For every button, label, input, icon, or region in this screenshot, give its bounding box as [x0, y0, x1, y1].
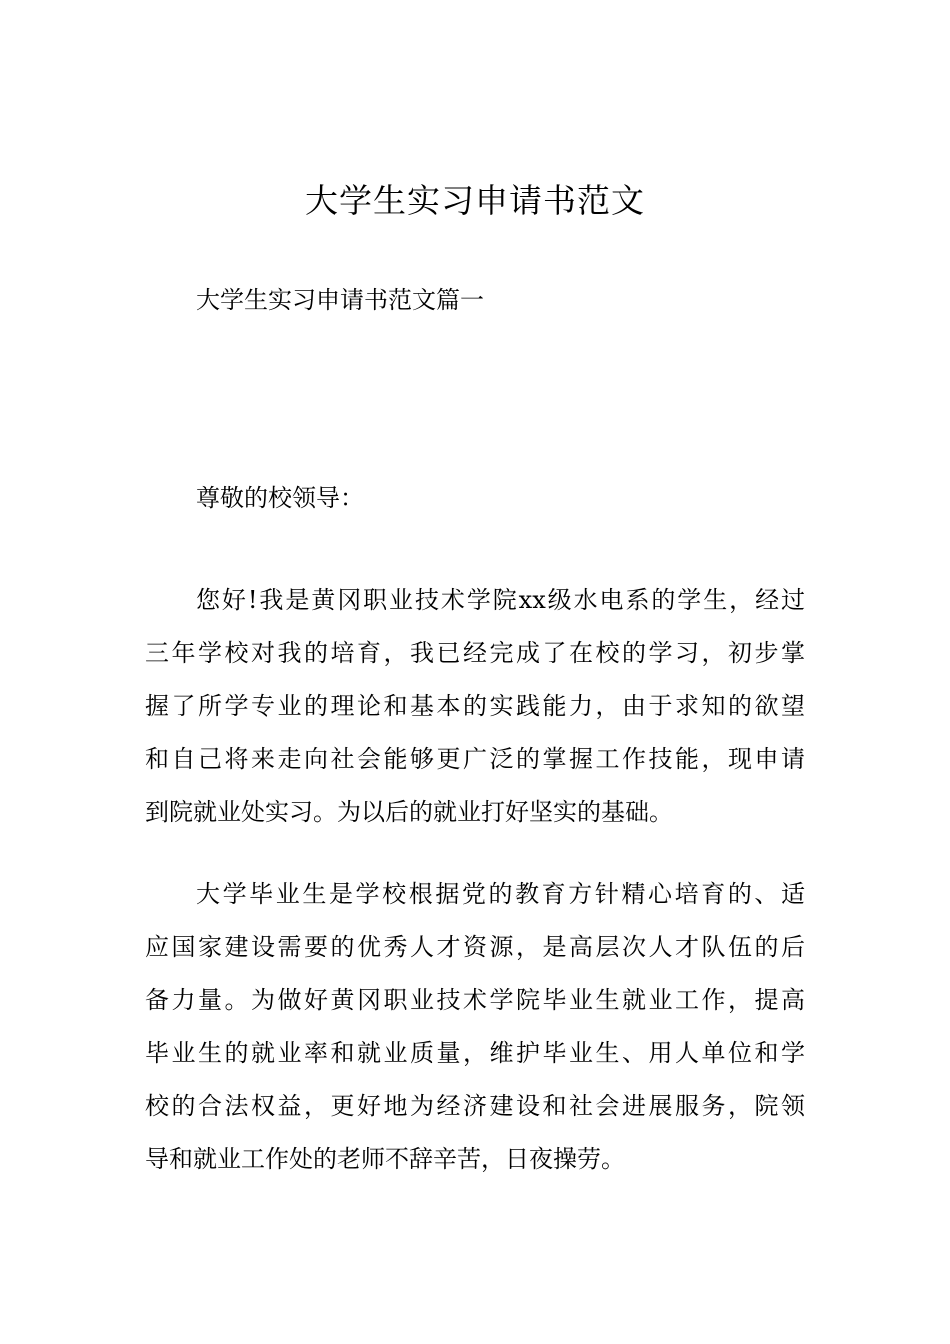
paragraph-line: 毕业生的就业率和就业质量，维护毕业生、用人单位和学 — [145, 1039, 805, 1067]
paragraph-line: 导和就业工作处的老师不辞辛苦，日夜操劳。 — [145, 1145, 625, 1173]
paragraph-line: 您好!我是黄冈职业技术学院xx级水电系的学生，经过 — [196, 586, 805, 614]
paragraph-introduction — [145, 574, 805, 839]
paragraph-graduates — [145, 868, 805, 1186]
paragraph-line: 大学毕业生是学校根据党的教育方针精心培育的、适 — [196, 880, 805, 908]
paragraph-line: 到院就业处实习。为以后的就业打好坚实的基础。 — [145, 798, 673, 826]
paragraph-line: 校的合法权益，更好地为经济建设和社会进展服务，院领 — [145, 1092, 805, 1120]
paragraph-line: 应国家建设需要的优秀人才资源，是高层次人才队伍的后 — [145, 933, 805, 961]
document-title: 大学生实习申请书范文 — [305, 181, 645, 220]
paragraph-line: 握了所学专业的理论和基本的实践能力，由于求知的欲望 — [145, 692, 805, 720]
paragraph-line: 三年学校对我的培育，我已经完成了在校的学习，初步掌 — [145, 639, 805, 667]
section-heading: 大学生实习申请书范文篇一 — [196, 286, 484, 314]
paragraph-line: 和自己将来走向社会能够更广泛的掌握工作技能，现申请 — [145, 745, 805, 773]
paragraph-line: 备力量。为做好黄冈职业技术学院毕业生就业工作，提高 — [145, 986, 805, 1014]
salutation: 尊敬的校领导： — [196, 484, 364, 512]
